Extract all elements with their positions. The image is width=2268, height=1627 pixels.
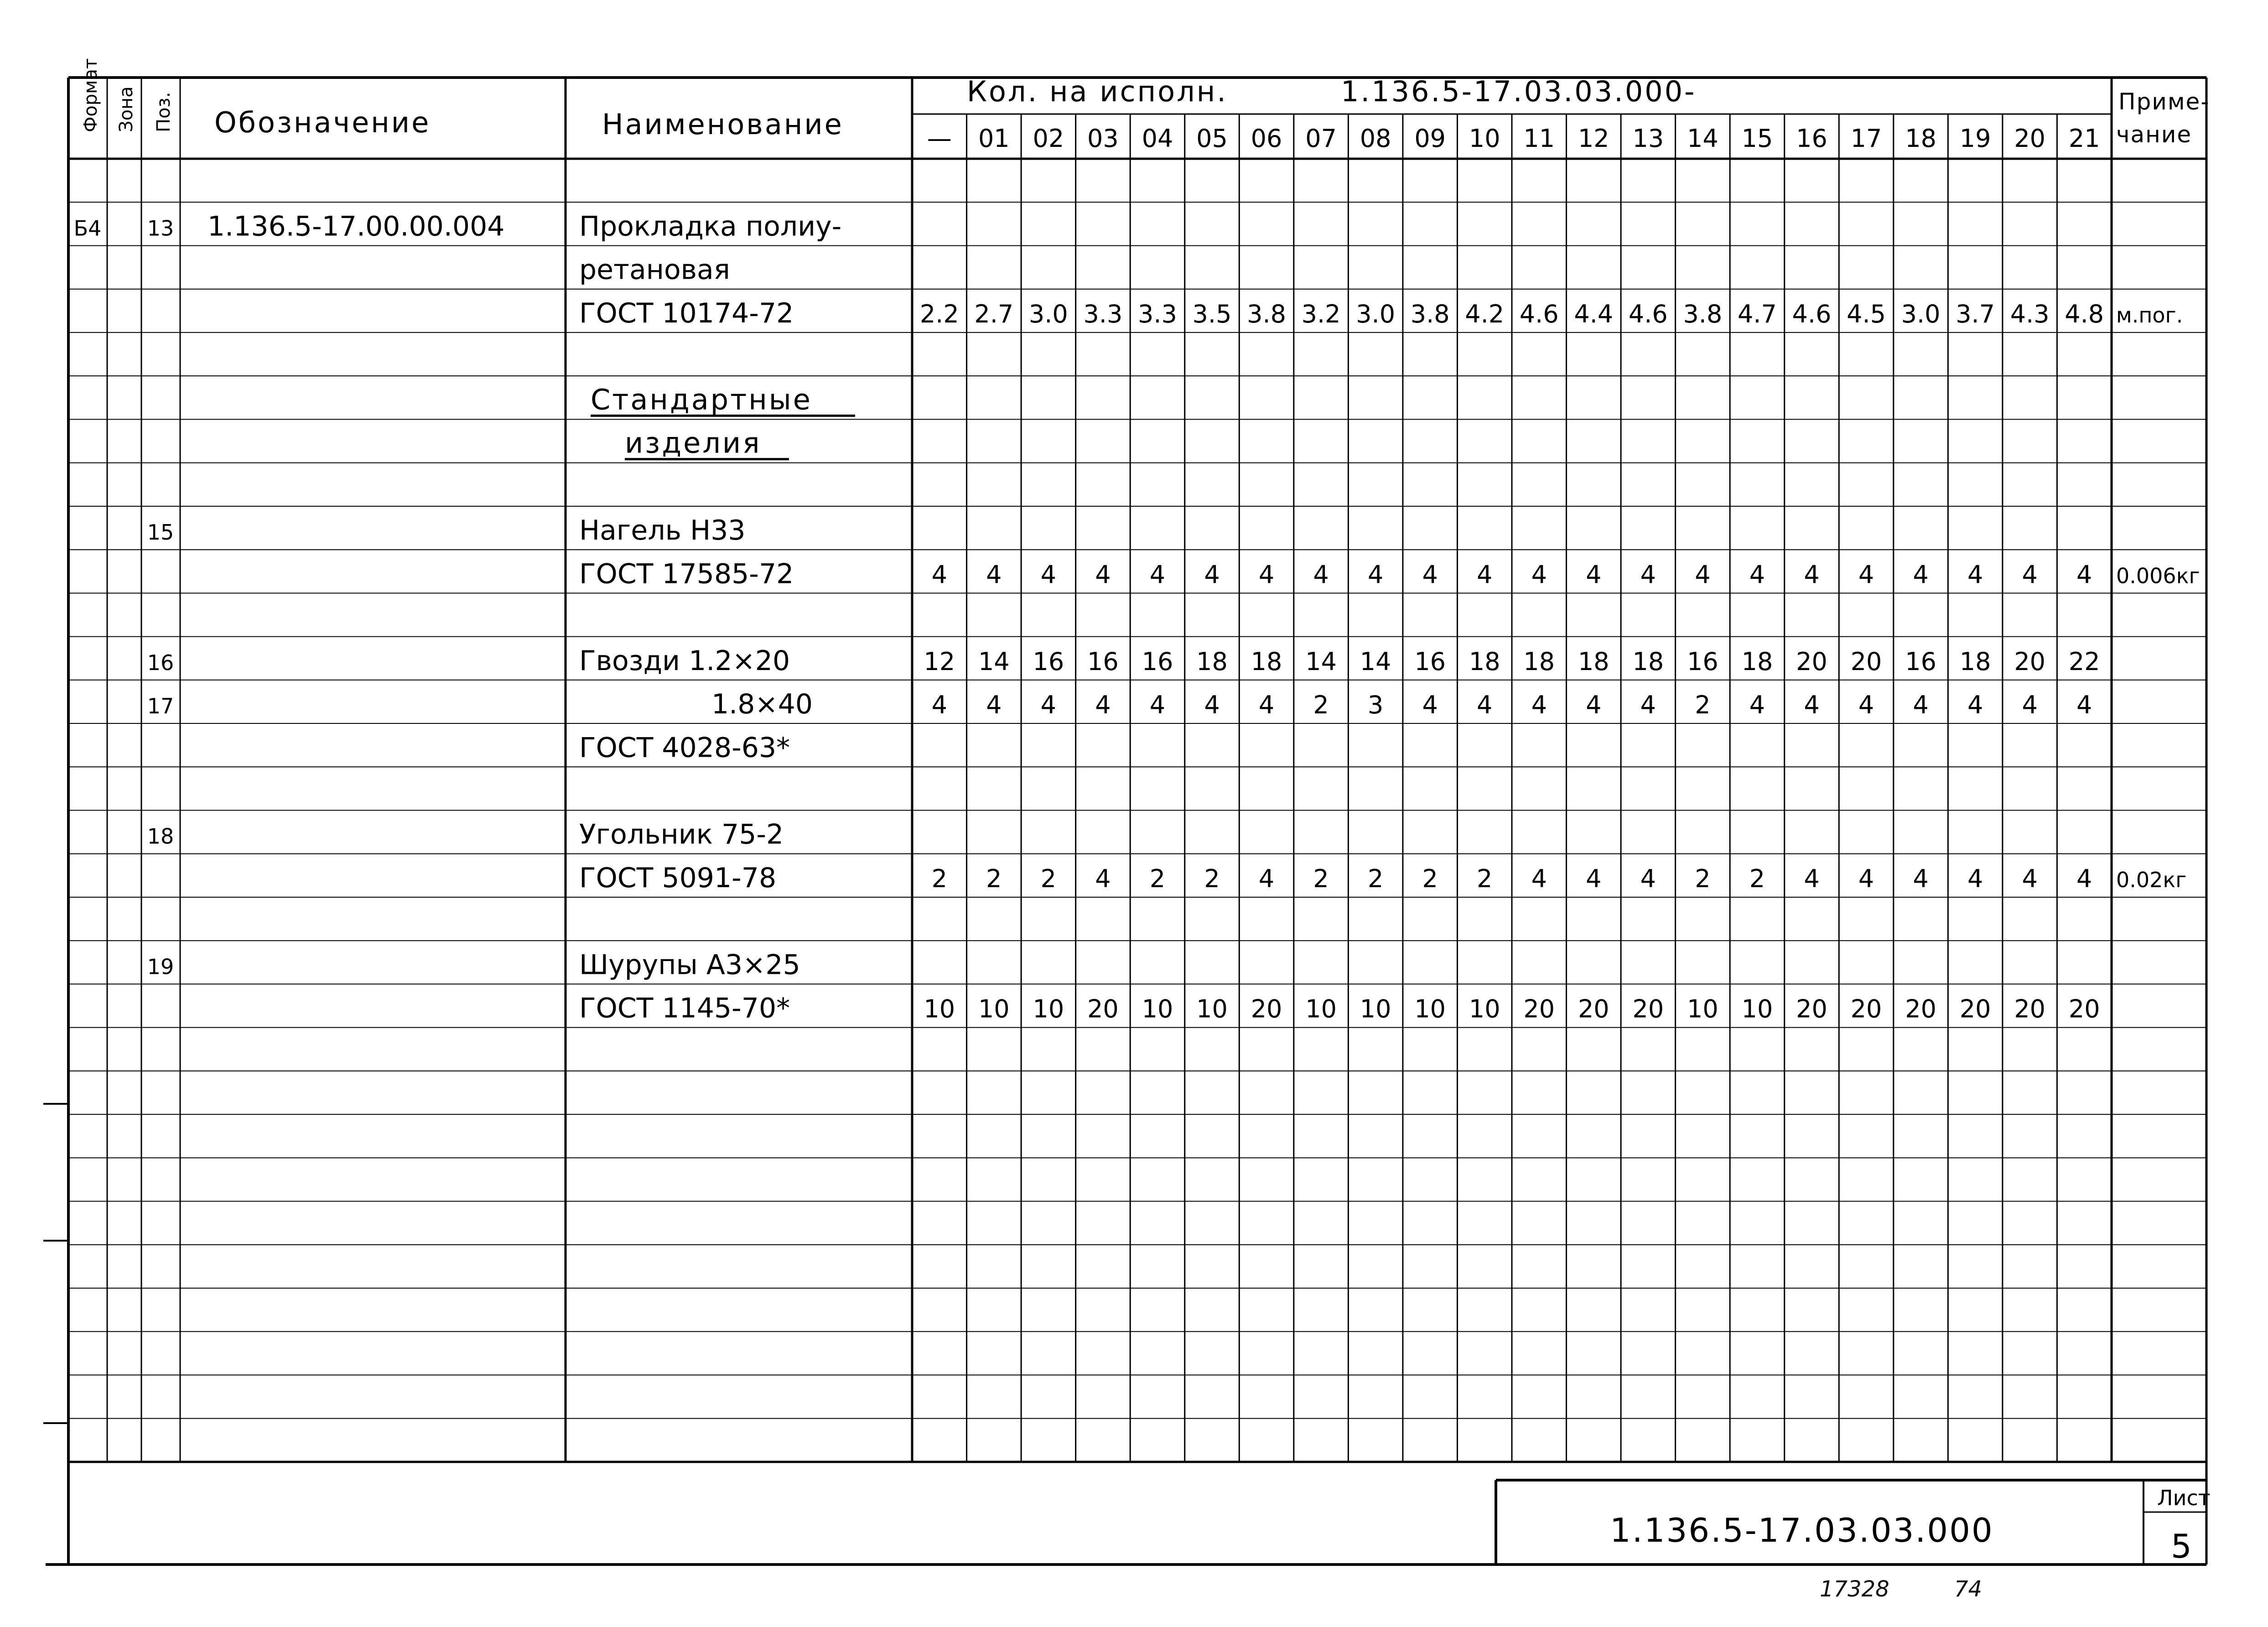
quantity-cell: 4	[1804, 560, 1820, 589]
quantity-cell: 4	[1040, 691, 1057, 720]
title-block	[1610, 1486, 2211, 1565]
quantity-cell: 14	[1360, 647, 1391, 676]
archive-page-number: 74	[1954, 1576, 1983, 1602]
quantity-cell: 4.4	[1574, 299, 1614, 328]
variant-header-12: 12	[1578, 124, 1609, 153]
row-note: 0.006кг	[2116, 563, 2200, 588]
quantity-cell: 4	[2022, 864, 2038, 893]
quantity-cell: 18	[1251, 647, 1282, 676]
variant-header-02: 02	[1033, 124, 1064, 153]
row-position: 15	[147, 520, 174, 545]
quantity-cell: 4	[1531, 864, 1547, 893]
quantity-cell: 20	[1850, 647, 1882, 676]
row-position: 18	[147, 824, 174, 849]
archive-marks	[1820, 1576, 1982, 1602]
quantity-cell: 4	[1913, 560, 1929, 589]
quantity-cell: 22	[2068, 647, 2100, 676]
quantity-cell: 4.6	[1792, 299, 1832, 328]
quantity-cell: 16	[1687, 647, 1718, 676]
variant-header-18: 18	[1905, 124, 1936, 153]
quantity-cell: 16	[1142, 647, 1173, 676]
quantity-cell: 4	[2076, 560, 2092, 589]
quantity-cell: 4	[1858, 691, 1874, 720]
quantity-cell: 20	[2068, 994, 2100, 1024]
quantity-cell: 4	[1640, 560, 1656, 589]
quantity-cell: 4	[1913, 691, 1929, 720]
quantity-cell: 4	[1804, 691, 1820, 720]
quantity-cell: 2	[1749, 864, 1765, 893]
quantity-cell: 2	[1422, 864, 1438, 893]
sheet-number: 5	[2171, 1527, 2193, 1565]
quantity-cell: 3.8	[1410, 299, 1450, 328]
quantity-cell: 4	[931, 560, 947, 589]
archive-number: 17328	[1820, 1576, 1889, 1602]
quantity-cell: 3.8	[1683, 299, 1723, 328]
variant-header-04: 04	[1142, 124, 1173, 153]
row-name: ГОСТ 17585-72	[579, 558, 794, 590]
quantity-cell: 4	[1258, 864, 1275, 893]
quantity-cell: 4	[986, 560, 1002, 589]
quantity-cell: 4	[986, 691, 1002, 720]
quantity-cell: 4.2	[1465, 299, 1505, 328]
quantity-cell: 10	[1414, 994, 1446, 1024]
quantity-cell: 4	[1749, 691, 1765, 720]
quantity-cell: 4.8	[2065, 299, 2104, 328]
quantity-cell: 4.5	[1847, 299, 1886, 328]
quantity-cell: 10	[978, 994, 1010, 1024]
quantity-cell: 4	[1531, 560, 1547, 589]
quantity-cell: 4	[1586, 864, 1602, 893]
variant-header-19: 19	[1959, 124, 1991, 153]
header-zona: Зона	[116, 86, 137, 132]
quantity-cell: 2.7	[974, 299, 1014, 328]
quantity-cell: 4	[1749, 560, 1765, 589]
quantity-cell: 4	[1477, 560, 1493, 589]
quantity-cell: 3.5	[1192, 299, 1232, 328]
quantity-cell: 4	[1095, 864, 1111, 893]
quantity-cell: 4	[931, 691, 947, 720]
header-poz: Поз.	[153, 92, 174, 132]
quantity-cell: 20	[1251, 994, 1282, 1024]
quantity-cell: 20	[1578, 994, 1609, 1024]
quantity-cell: 4	[2022, 691, 2038, 720]
row-position: 19	[147, 954, 174, 979]
row-name: Угольник 75-2	[579, 818, 784, 851]
variant-header-01: 01	[978, 124, 1010, 153]
row-name: ГОСТ 1145-70*	[579, 992, 790, 1024]
row-note: м.пог.	[2116, 302, 2183, 327]
quantity-cell: 4	[2076, 691, 2092, 720]
row-name: ГОСТ 10174-72	[579, 297, 794, 329]
quantity-cell: 10	[1687, 994, 1718, 1024]
header-kol-title: Кол. на исполн.	[967, 75, 1228, 108]
quantity-cell: 4.7	[1738, 299, 1777, 328]
quantity-cell: 16	[1905, 647, 1936, 676]
quantity-cell: 4.6	[1628, 299, 1668, 328]
quantity-cell: 18	[1578, 647, 1609, 676]
quantity-cell: 4	[1967, 864, 1983, 893]
quantity-cell: 4	[1258, 560, 1275, 589]
quantity-cell: 10	[924, 994, 955, 1024]
quantity-cell: 4	[1913, 864, 1929, 893]
quantity-cell: 4	[1422, 560, 1438, 589]
quantity-cell: 4	[1640, 691, 1656, 720]
variant-header-16: 16	[1796, 124, 1827, 153]
quantity-cell: 18	[1632, 647, 1664, 676]
row-name: Гвозди 1.2×20	[579, 645, 790, 677]
quantity-cell: 10	[1033, 994, 1064, 1024]
quantity-cell: 4	[1313, 560, 1329, 589]
variant-header-07: 07	[1305, 124, 1337, 153]
header-oboznachenie: Обозначение	[214, 106, 431, 139]
header-prim-line2: чание	[2116, 121, 2192, 148]
quantity-cell: 4	[1149, 560, 1166, 589]
quantity-cell: 14	[978, 647, 1010, 676]
row-position: 16	[147, 650, 174, 675]
variant-header-08: 08	[1360, 124, 1391, 153]
variant-header-13: 13	[1632, 124, 1664, 153]
variant-header-15: 15	[1741, 124, 1773, 153]
quantity-cell: 4.3	[2010, 299, 2050, 328]
quantity-cell: 4	[1204, 691, 1220, 720]
quantity-cell: 18	[1959, 647, 1991, 676]
quantity-cell: 4	[1640, 864, 1656, 893]
row-position: 17	[147, 694, 174, 719]
quantity-cell: 4	[1367, 560, 1384, 589]
variant-header-10: 10	[1469, 124, 1500, 153]
row-name: ГОСТ 5091-78	[579, 862, 777, 894]
variant-header-17: 17	[1850, 124, 1882, 153]
quantity-cell: 3.8	[1247, 299, 1286, 328]
variant-header-05: 05	[1196, 124, 1228, 153]
quantity-cell: 2	[1204, 864, 1220, 893]
quantity-cell: 12	[924, 647, 955, 676]
quantity-cell: 2	[1149, 864, 1166, 893]
quantity-cell: 14	[1305, 647, 1337, 676]
quantity-cell: 2	[1477, 864, 1493, 893]
quantity-cell: 4.6	[1519, 299, 1559, 328]
quantity-cell: 20	[1850, 994, 1882, 1024]
quantity-cell: 3.0	[1901, 299, 1941, 328]
quantity-cell: 2	[986, 864, 1002, 893]
variant-header-11: 11	[1523, 124, 1555, 153]
quantity-cell: 2.2	[919, 299, 959, 328]
quantity-cell: 4	[1040, 560, 1057, 589]
quantity-cell: 10	[1142, 994, 1173, 1024]
quantity-cell: 4	[1095, 691, 1111, 720]
variant-header-21: 21	[2068, 124, 2100, 153]
quantity-cell: 20	[2014, 647, 2046, 676]
quantity-cell: 4	[1967, 691, 1983, 720]
quantity-cell: 10	[1469, 994, 1500, 1024]
quantity-cell: 4	[1149, 691, 1166, 720]
section-heading: изделия	[625, 426, 762, 460]
header-naimenovanie: Наименование	[602, 108, 844, 141]
quantity-cell: 4	[1477, 691, 1493, 720]
document-number: 1.136.5-17.03.03.000	[1610, 1511, 1994, 1549]
row-position: 13	[147, 216, 174, 241]
header-prim-line1: Приме-	[2118, 88, 2210, 115]
quantity-cell: 20	[1905, 994, 1936, 1024]
quantity-cell: 3	[1367, 691, 1384, 720]
quantity-cell: 16	[1414, 647, 1446, 676]
quantity-cell: 2	[1695, 691, 1711, 720]
quantity-cell: 4	[1258, 691, 1275, 720]
header-forma: Формат	[80, 58, 101, 132]
quantity-cell: 4	[1967, 560, 1983, 589]
quantity-cell: 18	[1196, 647, 1228, 676]
row-name: ГОСТ 4028-63*	[579, 732, 790, 764]
quantity-cell: 2	[1367, 864, 1384, 893]
header-doc-prefix: 1.136.5-17.03.03.000-	[1341, 75, 1697, 108]
quantity-cell: 4	[1804, 864, 1820, 893]
row-format: Б4	[73, 216, 102, 241]
quantity-cell: 16	[1033, 647, 1064, 676]
quantity-cell: 4	[1695, 560, 1711, 589]
row-designation: 1.136.5-17.00.00.004	[208, 210, 505, 243]
quantity-cell: 4	[1095, 560, 1111, 589]
quantity-cell: 4	[1586, 691, 1602, 720]
row-note: 0.02кг	[2116, 867, 2187, 892]
section-heading: Стандартные	[591, 383, 812, 416]
quantity-cell: 20	[1796, 994, 1827, 1024]
quantity-cell: 4	[2022, 560, 2038, 589]
variant-headers	[927, 124, 2100, 153]
quantity-cell: 3.7	[1956, 299, 1995, 328]
quantity-cell: 20	[1523, 994, 1555, 1024]
quantity-cell: 20	[1959, 994, 1991, 1024]
quantity-cell: 4	[1531, 691, 1547, 720]
quantity-cell: 3.3	[1083, 299, 1123, 328]
row-name: Прокладка полиу-	[579, 210, 842, 243]
quantity-cell: 2	[1695, 864, 1711, 893]
row-name: Шурупы А3×25	[579, 949, 800, 981]
quantity-cell: 20	[1632, 994, 1664, 1024]
row-name: ретановая	[579, 254, 730, 286]
quantity-cell: 3.2	[1301, 299, 1341, 328]
quantity-cell: 16	[1087, 647, 1119, 676]
quantity-cell: 18	[1523, 647, 1555, 676]
quantity-cell: 4	[1204, 560, 1220, 589]
quantity-cell: 3.0	[1028, 299, 1068, 328]
quantity-cell: 4	[1858, 560, 1874, 589]
quantity-cell: 2	[1313, 864, 1329, 893]
variant-header-03: 03	[1087, 124, 1119, 153]
quantity-cell: 4	[1422, 691, 1438, 720]
quantity-cell: 4	[2076, 864, 2092, 893]
quantity-cell: 2	[1313, 691, 1329, 720]
variant-header-09: 09	[1414, 124, 1446, 153]
quantity-cell: 2	[1040, 864, 1057, 893]
quantity-cell: 3.3	[1138, 299, 1177, 328]
quantity-cell: 20	[1087, 994, 1119, 1024]
table-header	[80, 58, 2210, 153]
sheet-label: Лист	[2157, 1486, 2211, 1510]
quantity-cell: 10	[1305, 994, 1337, 1024]
quantity-cell: 4	[1858, 864, 1874, 893]
row-name: Нагель Н33	[579, 515, 746, 547]
row-name: 1.8×40	[711, 688, 813, 721]
quantity-cell: 18	[1741, 647, 1773, 676]
variant-header-base: —	[927, 124, 952, 153]
quantity-cell: 20	[1796, 647, 1827, 676]
quantity-cell: 18	[1469, 647, 1500, 676]
quantity-cell: 2	[931, 864, 947, 893]
quantity-cell: 10	[1196, 994, 1228, 1024]
quantity-cell: 20	[2014, 994, 2046, 1024]
variant-header-06: 06	[1251, 124, 1282, 153]
quantity-cell: 10	[1741, 994, 1773, 1024]
variant-header-14: 14	[1687, 124, 1718, 153]
quantity-cell: 3.0	[1356, 299, 1396, 328]
variant-header-20: 20	[2014, 124, 2046, 153]
quantity-cell: 10	[1360, 994, 1391, 1024]
quantity-cell: 4	[1586, 560, 1602, 589]
